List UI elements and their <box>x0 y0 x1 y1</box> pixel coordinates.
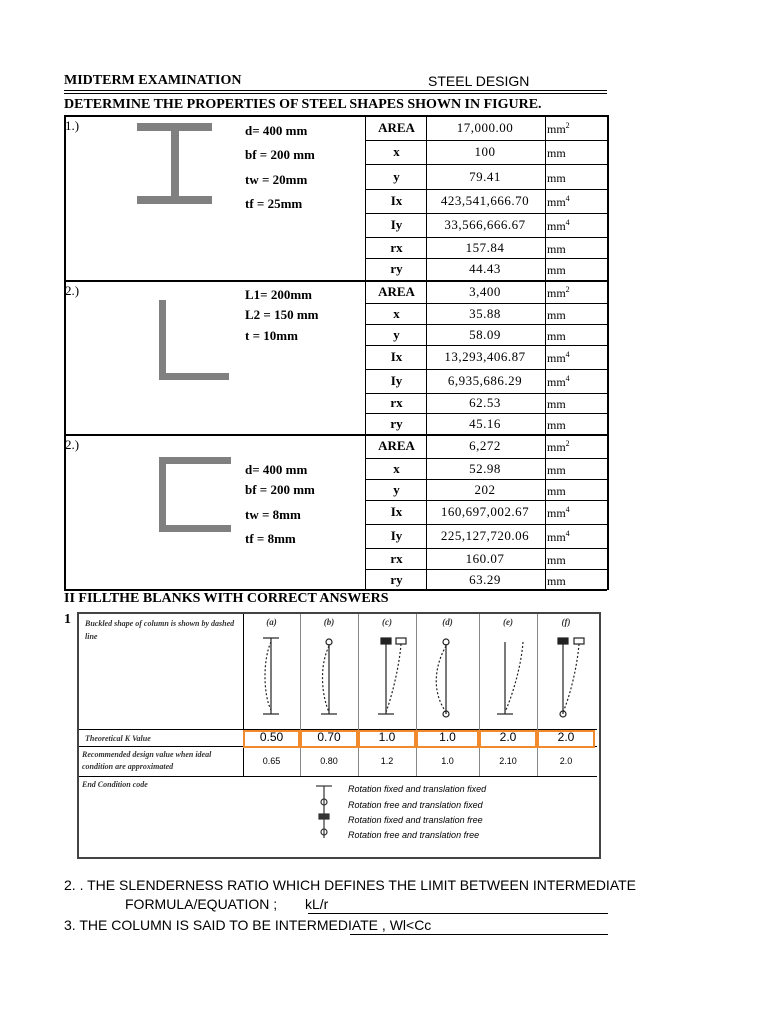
problem-separator <box>64 434 607 436</box>
unit-exponent: 4 <box>565 350 570 359</box>
row-divider <box>365 345 607 346</box>
unit-text: mm <box>547 530 566 544</box>
dimension-label: L2 = 150 mm <box>245 307 319 322</box>
unit-text: mm <box>547 573 566 588</box>
section2-title: II FILLTHE BLANKS WITH CORRECT ANSWERS <box>64 591 389 606</box>
row-divider <box>365 213 607 214</box>
recommended-value: 0.65 <box>262 756 281 766</box>
column-case-label: (b) <box>323 617 335 627</box>
row-divider <box>365 458 607 459</box>
unit-label <box>547 552 566 568</box>
row-divider <box>365 393 607 394</box>
property-name: AREA <box>378 283 415 299</box>
table-top-border <box>64 115 607 117</box>
k-value-answer: 0.70 <box>317 730 341 744</box>
property-name: x <box>393 460 400 476</box>
property-name: ry <box>390 415 403 431</box>
unit-label <box>547 396 566 412</box>
buckled-shape-label: Buckled shape of column is shown by dashed line <box>85 619 235 641</box>
unit-label <box>547 462 566 478</box>
property-value: 6,935,686.29 <box>447 373 523 388</box>
property-name: Iy <box>390 528 403 543</box>
angle-vertical-leg <box>159 300 166 380</box>
column-c-diagram <box>378 638 406 714</box>
property-value: 35.88 <box>469 305 501 321</box>
dimension-label: tw = 20mm <box>245 172 308 187</box>
unit-exponent: 4 <box>565 529 570 538</box>
property-value: 202 <box>474 481 496 497</box>
end-condition-label: End Condition code <box>82 780 148 789</box>
unit-label <box>547 573 566 589</box>
column-case-label: (e) <box>503 617 513 627</box>
unit-text: mm <box>547 351 566 365</box>
column-b-diagram <box>321 639 337 714</box>
k-value-answer: 1.0 <box>439 730 456 744</box>
property-value: 45.16 <box>469 415 501 431</box>
unit-label <box>547 328 566 344</box>
unit-exponent: 4 <box>565 374 570 383</box>
property-value: 52.98 <box>469 460 501 476</box>
column-e-diagram <box>497 642 523 714</box>
unit-label <box>547 262 566 278</box>
question-3: 3. THE COLUMN IS SAID TO BE INTERMEDIATE , Wl<Cc <box>64 917 432 933</box>
recommended-value: 2.0 <box>559 756 573 766</box>
row-divider <box>365 237 607 238</box>
unit-text: mm <box>547 146 566 160</box>
unit-exponent: 4 <box>565 194 570 203</box>
exam-title: MIDTERM EXAMINATION <box>64 73 242 88</box>
channel-bottom-flange <box>159 525 231 532</box>
row-divider <box>365 524 607 525</box>
recommended-value: 2.10 <box>499 756 517 766</box>
property-value: 33,566,666.67 <box>444 217 526 232</box>
column-diagrams <box>243 614 595 730</box>
unit-text: mm <box>547 506 566 520</box>
unit-text: mm <box>547 397 566 411</box>
problem-number: 2.) <box>65 283 80 298</box>
unit-text: mm <box>547 462 566 477</box>
dimension-label: tf = 25mm <box>245 196 303 211</box>
property-name: y <box>393 326 400 342</box>
unit-label <box>547 285 570 301</box>
row-divider <box>365 479 607 480</box>
row-divider <box>365 548 607 549</box>
row-divider <box>365 164 607 165</box>
unit-text: mm <box>547 263 566 277</box>
property-value: 160,697,002.67 <box>440 504 530 519</box>
unit-label <box>547 170 566 186</box>
row-divider <box>365 569 607 570</box>
property-value: 6,272 <box>469 438 501 453</box>
table-right-border <box>607 115 609 590</box>
recommended-label: Recommended design value when ideal condition are approximated <box>82 750 212 771</box>
end-condition-legend-item: Rotation free and translation fixed <box>348 800 483 810</box>
unit-text: mm <box>547 328 566 343</box>
property-name: y <box>393 168 400 184</box>
unit-label <box>547 241 566 257</box>
property-name: Iy <box>390 217 403 232</box>
unit-label <box>547 483 566 499</box>
unit-label <box>547 505 570 521</box>
column-case-label: (c) <box>382 617 392 627</box>
row-divider <box>365 369 607 370</box>
table-column-divider <box>365 115 366 590</box>
unit-label <box>547 439 570 455</box>
dimension-label: t = 10mm <box>245 328 298 343</box>
unit-text: mm <box>547 121 566 136</box>
column-d-diagram <box>436 639 449 717</box>
k-value-answer: 0.50 <box>259 730 284 744</box>
unit-label <box>547 307 566 323</box>
problem-number: 2.) <box>65 437 80 452</box>
column-f-diagram <box>558 638 584 717</box>
recommended-value: 0.80 <box>320 756 338 766</box>
property-name: Iy <box>390 373 403 388</box>
property-name: rx <box>390 395 403 410</box>
property-value: 100 <box>474 144 496 159</box>
property-value: 17,000.00 <box>456 119 514 135</box>
column-a-diagram <box>263 638 279 714</box>
property-value: 423,541,666.70 <box>440 193 530 208</box>
unit-exponent: 2 <box>565 284 570 294</box>
unit-text: mm <box>547 307 566 322</box>
k-value-answer: 2.0 <box>499 730 517 744</box>
unit-label <box>547 218 570 234</box>
property-name: AREA <box>378 119 415 135</box>
dimension-label: L1= 200mm <box>245 287 312 302</box>
unit-text: mm <box>547 417 566 432</box>
row-divider <box>365 189 607 190</box>
unit-text: mm <box>547 170 566 185</box>
property-name: y <box>393 481 400 497</box>
unit-label <box>547 417 566 433</box>
k-value-answer: 1.0 <box>378 730 396 744</box>
property-value: 58.09 <box>469 326 501 342</box>
unit-exponent: 4 <box>565 505 570 514</box>
row-divider <box>365 140 607 141</box>
fig-row-line <box>79 776 597 777</box>
dimension-label: tw = 8mm <box>245 507 301 522</box>
end-condition-symbols <box>310 782 340 842</box>
property-name: x <box>393 305 400 321</box>
property-value: 79.41 <box>469 168 501 184</box>
property-name: AREA <box>378 438 415 453</box>
unit-label <box>547 529 570 545</box>
i-beam-bottom-flange <box>137 196 212 204</box>
unit-label <box>547 121 570 137</box>
property-name: Ix <box>390 193 403 208</box>
column-case-label: (a) <box>266 617 277 627</box>
unit-exponent: 2 <box>565 120 570 130</box>
column-case-label: (f) <box>561 617 571 627</box>
answer-line-2 <box>308 913 608 914</box>
unit-exponent: 2 <box>565 439 570 448</box>
header-rule-1 <box>64 90 607 91</box>
unit-text: mm <box>547 375 566 389</box>
dimension-label: bf = 200 mm <box>245 147 315 162</box>
end-condition-legend-item: Rotation fixed and translation free <box>348 815 483 825</box>
property-name: Ix <box>390 349 403 364</box>
dimension-label: bf = 200 mm <box>245 482 315 497</box>
end-condition-legend-item: Rotation free and translation free <box>348 830 480 840</box>
header-rule-2 <box>64 93 607 94</box>
unit-text: mm <box>547 219 566 233</box>
unit-text: mm <box>547 241 566 256</box>
unit-text: mm <box>547 285 566 300</box>
property-value: 13,293,406.87 <box>444 349 526 364</box>
problem-separator <box>64 280 607 282</box>
end-condition-legend-item: Rotation fixed and translation fixed <box>348 784 487 794</box>
unit-text: mm <box>547 552 566 567</box>
unit-label <box>547 194 570 210</box>
subject-title: STEEL DESIGN <box>428 73 530 89</box>
row-divider <box>365 413 607 414</box>
unit-text: mm <box>547 440 566 454</box>
question-2-formula-label: FORMULA/EQUATION ; <box>125 896 278 912</box>
property-name: rx <box>390 550 403 566</box>
property-value: 62.53 <box>469 395 501 410</box>
angle-horizontal-leg <box>159 373 229 380</box>
i-beam-top-flange <box>137 123 212 131</box>
problem-number: 1.) <box>65 118 80 133</box>
property-value: 44.43 <box>469 261 501 276</box>
i-beam-web <box>171 131 179 196</box>
row-divider <box>365 258 607 259</box>
property-name: x <box>393 144 400 159</box>
property-name: Ix <box>390 504 403 519</box>
q1-number: 1 <box>64 612 71 627</box>
row-divider <box>365 303 607 304</box>
answer-line-3 <box>350 934 608 935</box>
unit-label <box>547 145 566 161</box>
k-value-label: Theoretical K Value <box>85 734 151 743</box>
property-value: 3,400 <box>469 283 501 299</box>
channel-web <box>159 457 166 532</box>
column-case-label: (d) <box>442 617 453 627</box>
question-2-answer: kL/r <box>305 896 329 912</box>
property-value: 160.07 <box>465 550 505 566</box>
unit-label <box>547 374 570 390</box>
property-value: 157.84 <box>465 239 505 255</box>
question-2: 2. . THE SLENDERNESS RATIO WHICH DEFINES THE LIMIT BETWEEN INTERMEDIATE <box>64 877 637 893</box>
unit-text: mm <box>547 195 566 209</box>
property-name: ry <box>390 261 403 276</box>
property-value: 225,127,720.06 <box>440 528 530 543</box>
dimension-label: d= 400 mm <box>245 462 308 477</box>
row-divider <box>365 324 607 325</box>
recommended-value: 1.2 <box>380 756 394 766</box>
table-column-divider <box>545 115 546 590</box>
channel-top-flange <box>159 457 231 464</box>
property-name: ry <box>390 571 403 587</box>
k-value-answer: 2.0 <box>557 730 575 744</box>
unit-label <box>547 350 570 366</box>
property-name: rx <box>390 239 403 255</box>
recommended-value: 1.0 <box>441 756 454 766</box>
table-left-border <box>64 115 66 590</box>
dimension-label: tf = 8mm <box>245 531 296 546</box>
unit-text: mm <box>547 483 566 498</box>
property-value: 63.29 <box>469 571 501 587</box>
unit-exponent: 4 <box>565 218 570 227</box>
row-divider <box>365 500 607 501</box>
section1-title: DETERMINE THE PROPERTIES OF STEEL SHAPES SHOWN IN FIGURE. <box>64 97 542 112</box>
dimension-label: d= 400 mm <box>245 123 308 138</box>
